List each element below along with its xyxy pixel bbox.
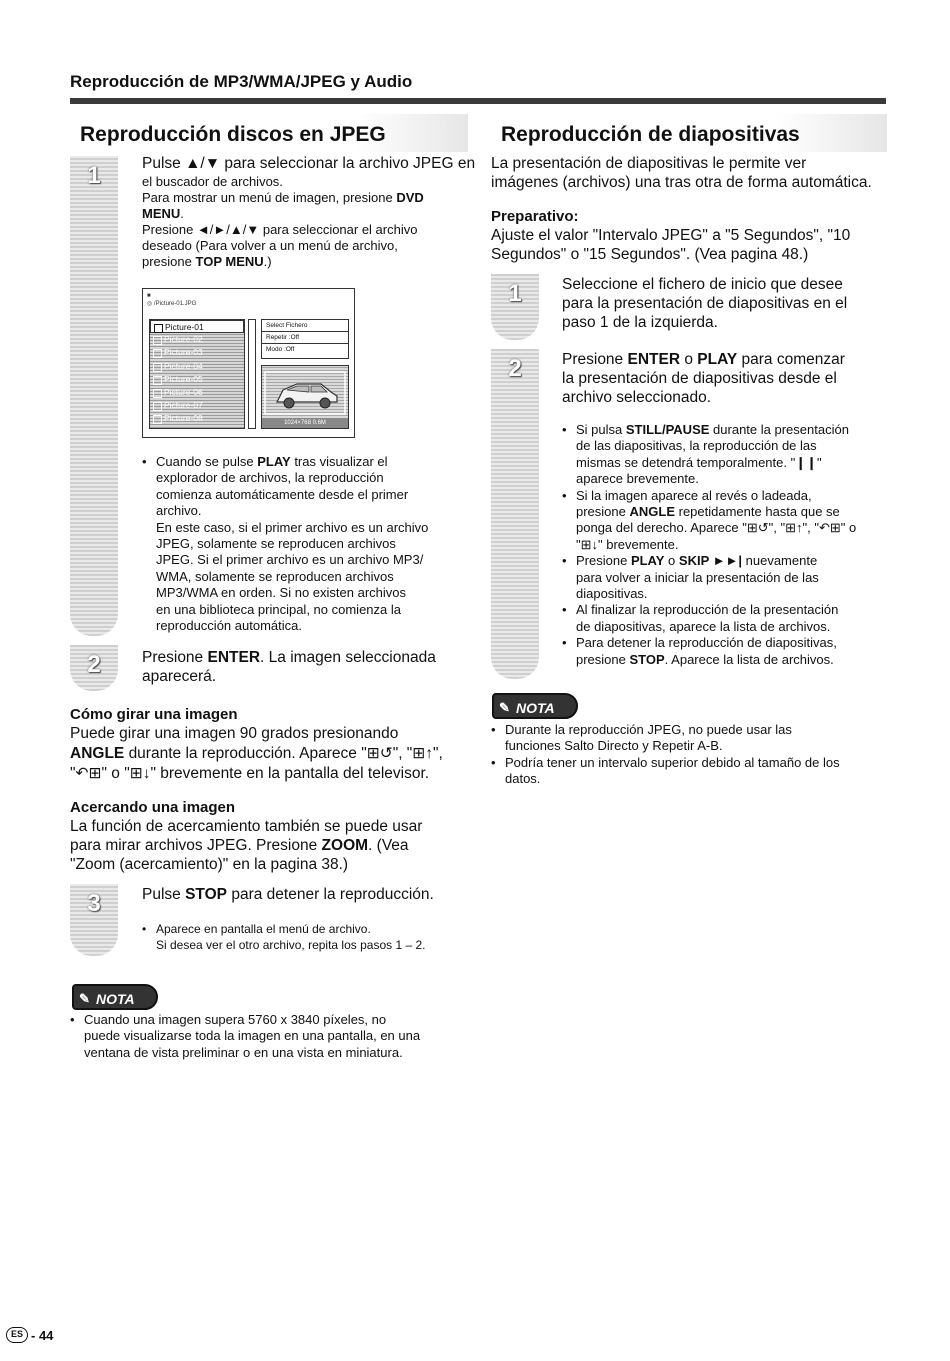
rotate-line1: Puede girar una imagen 90 grados presionando <box>70 725 399 742</box>
left-section-title: Reproducción discos en JPEG <box>70 114 468 152</box>
zoom-zoom: ZOOM <box>321 837 369 854</box>
rb2-line1: • Si la imagen aparece al revés o ladeada, <box>576 487 812 503</box>
bullet1-play: PLAY <box>257 454 291 469</box>
right-nota-b2-line2: datos. <box>505 771 541 787</box>
file-item: Picture-07 <box>150 399 244 412</box>
left-nota-bullet <box>70 1012 470 1061</box>
bullet1-line9: MP3/WMA en orden. Si no existen archivos <box>156 585 407 601</box>
prep-line2: Segundos" o "15 Segundos". (Vea pagina 48.) <box>491 246 809 263</box>
rb2-a: presione <box>576 504 626 520</box>
left-nota-line1: • Cuando una imagen supera 5760 x 3840 píxeles, no <box>84 1012 387 1027</box>
step1-line5: Presione ◄/►/▲/▼ para seleccionar el archivo <box>142 222 418 237</box>
bullet1-line1 <box>156 454 472 470</box>
file-list-scrollbar <box>248 319 256 429</box>
rb4-line2: de diapositivas, aparece la lista de archivos. <box>576 618 831 634</box>
screen-path-icon: ■ <box>147 293 151 299</box>
file-item: Picture-01 <box>150 320 244 333</box>
zoom-line2 <box>70 836 409 855</box>
step1-line3-text: Para mostrar un menú de imagen, presione <box>142 190 393 205</box>
right-nota-bullet <box>491 722 891 755</box>
zoom-line3: "Zoom (acercamiento)" en la pagina 38.) <box>70 856 349 873</box>
file-item: Picture-04 <box>150 360 244 373</box>
right-step2-a: Presione <box>562 351 624 368</box>
file-item: Picture-02 <box>150 333 244 346</box>
rb3-o: o <box>668 553 676 569</box>
left-step2-a: Presione <box>142 649 204 666</box>
left-nota-line3: ventana de vista preliminar o en una vista en miniatura. <box>84 1044 403 1060</box>
file-item: Picture-03 <box>150 346 244 359</box>
right-step-1-band <box>491 274 539 340</box>
intro-line2: imágenes (archivos) una tras otra de forma automática. <box>491 174 872 191</box>
zoom-line2-end: . (Vea <box>368 837 409 854</box>
step1-line3 <box>142 190 424 206</box>
step1-line7 <box>142 254 272 270</box>
right-nota-label: NOTA <box>516 700 555 716</box>
thumbnail-label: 1024×768 0.6M <box>262 418 348 428</box>
right-step1-line3: paso 1 de la izquierda. <box>562 314 718 331</box>
rb1-a: Si pulsa <box>576 422 623 437</box>
right-step2-enter: ENTER <box>627 351 681 368</box>
bullet1-a: Cuando se pulse <box>156 454 254 469</box>
intro-line1: La presentación de diapositivas le permite ver <box>491 155 807 172</box>
rb5-stop: STOP <box>629 651 665 667</box>
step-3-number: 3 <box>87 890 101 917</box>
right-nota-bullets <box>491 722 891 788</box>
step-1-band <box>70 156 118 636</box>
file-item: Picture-06 <box>150 386 244 399</box>
right-nota-b1-line1: • Durante la reproducción JPEG, no puede usar las <box>505 722 792 737</box>
rb4-line1: • Al finalizar la reproducción de la presentación <box>576 602 839 618</box>
rb1-line3: mismas se detendrá temporalmente. "❙❙" <box>576 454 822 470</box>
rb1-line2: de las diapositivas, la reproducción de las <box>576 438 817 454</box>
right-step-2-number: 2 <box>508 355 522 382</box>
step1-line6: deseado (Para volver a un menú de archivo, <box>142 238 398 253</box>
rb2-line2 <box>576 504 888 520</box>
slideshow-bullet <box>562 635 888 668</box>
zoom-heading: Acercando una imagen <box>70 799 236 816</box>
rb3-line1 <box>576 553 888 569</box>
bullet1-c: tras visualizar el <box>294 454 388 469</box>
step3-line1 <box>142 885 434 904</box>
left-step2-enter: ENTER <box>207 649 261 666</box>
section-header: Reproducción de MP3/WMA/JPEG y Audio <box>70 72 413 91</box>
step3-bullet-line1: • Aparece en pantalla el menú de archivo. <box>156 922 371 936</box>
rb3-e: nuevamente <box>745 553 818 569</box>
bullet1-line3: comienza automáticamente desde el primer <box>156 486 409 502</box>
step1-line4 <box>142 206 184 222</box>
right-step2-line3: archivo seleccionado. <box>562 389 712 406</box>
right-nota-bullet <box>491 755 891 788</box>
rb2-line3: ponga del derecho. Aparece "⊞↺", "⊞↑", "↶⊞" o <box>576 520 857 536</box>
step1-line1 <box>142 154 475 173</box>
bullet1-line4: archivo. <box>156 503 202 519</box>
rb1-line4: aparece brevemente. <box>576 471 699 487</box>
step1-line7-text: presione <box>142 254 192 269</box>
slideshow-bullet <box>562 553 888 602</box>
step1-dvd: DVD <box>396 190 424 205</box>
car-thumbnail-icon <box>263 368 347 418</box>
slideshow-bullet <box>562 422 888 488</box>
right-step2-o: o <box>684 351 693 368</box>
step1-bullet <box>142 454 472 634</box>
right-nota-b1-line2: funciones Salto Directo y Repetir A-B. <box>505 738 723 754</box>
bullet1-line7: JPEG. Si el primer archivo es un archivo MP3/ <box>156 552 424 568</box>
step1-menu: MENU <box>142 206 181 221</box>
step-1-number: 1 <box>87 162 101 189</box>
menu-item: Modo :Off <box>266 346 295 354</box>
zoom-line1: La función de acercamiento también se puede usar <box>70 818 423 835</box>
rotate-line2-text: durante la reproducción. Aparece "⊞↺", "⊞↑", <box>128 745 443 762</box>
step-2-band <box>70 645 118 691</box>
rb3-a: Presione <box>576 553 628 569</box>
left-step2-line1 <box>142 648 436 667</box>
left-step2-line2: aparecerá. <box>142 668 217 685</box>
rb5-line1: • Para detener la reproducción de diapositivas, <box>576 635 837 651</box>
rb3-play: PLAY <box>630 553 665 569</box>
step1-topmenu: TOP MENU <box>195 254 264 269</box>
rotate-line2 <box>70 744 443 763</box>
rb5-a: presione <box>576 651 626 667</box>
rb2-line4: "⊞↓" brevemente. <box>576 536 679 552</box>
rb2-angle: ANGLE <box>629 504 675 520</box>
rb5-line2 <box>576 652 888 668</box>
step1-line4-end: . <box>180 206 184 221</box>
rb3-line3: diapositivas. <box>576 586 648 602</box>
file-list <box>149 319 245 429</box>
left-nota-label: NOTA <box>96 991 135 1007</box>
right-step2-play: PLAY <box>697 351 738 368</box>
rb1-stillpause: STILL/PAUSE <box>625 422 710 437</box>
step-3-band <box>70 884 118 956</box>
page-number <box>6 1327 53 1343</box>
rb1-line1 <box>576 422 888 438</box>
right-step-1-number: 1 <box>508 280 522 307</box>
bullet1-line8: WMA, solamente se reproducen archivos <box>156 568 394 584</box>
step3-bullet-line2: Si desea ver el otro archivo, repita los pasos 1 – 2. <box>156 938 426 953</box>
step3-a: Pulse <box>142 886 181 903</box>
bullet1-line6: JPEG, solamente se reproducen archivos <box>156 536 396 552</box>
left-nota-badge <box>72 984 158 1010</box>
file-browser-screenshot <box>142 288 355 438</box>
right-step-2-band <box>491 349 539 679</box>
step-3-bullets <box>142 921 472 954</box>
left-step2-c: . La imagen seleccionada <box>260 649 436 666</box>
menu-item: Select Fichero <box>262 320 348 332</box>
slideshow-bullet <box>562 488 888 554</box>
file-options-menu <box>261 319 349 359</box>
bullet1-line11: reproducción automática. <box>156 618 302 634</box>
step3-bullet <box>142 921 472 954</box>
rb1-c: durante la presentación <box>713 422 849 437</box>
right-nota-badge <box>492 693 578 719</box>
right-step1-line2: para la presentación de diapositivas en el <box>562 295 848 312</box>
preview-thumbnail <box>261 365 349 429</box>
slideshow-bullet <box>562 602 888 635</box>
rb3-skip: SKIP ►►| <box>678 553 742 569</box>
prep-heading: Preparativo: <box>491 208 579 225</box>
bullet1-line5: En este caso, si el primer archivo es un archivo <box>156 519 429 535</box>
step3-c: para detener la reproducción. <box>231 886 434 903</box>
step1-line1-text: Pulse ▲/▼ para seleccionar la archivo JPEG en <box>142 155 476 172</box>
rb3-line2: para volver a iniciar la presentación de las <box>576 569 819 585</box>
right-section-title: Reproducción de diapositivas <box>491 114 887 152</box>
step-1-bullets <box>142 454 472 634</box>
pencil-icon: ✎ <box>79 991 90 1006</box>
step3-stop: STOP <box>185 886 228 903</box>
zoom-line2-text: para mirar archivos JPEG. Presione <box>70 837 318 854</box>
right-step1-line1: Seleccione el fichero de inicio que desee <box>562 276 843 293</box>
menu-item: Repetir :Off <box>262 332 348 344</box>
language-badge: ES <box>6 1327 28 1343</box>
rotate-line3: "↶⊞" o "⊞↓" brevemente en la pantalla del televisor. <box>70 765 430 782</box>
screen-path-text: ◎ /Picture-01.JPG <box>147 301 197 307</box>
header-rule <box>70 98 886 104</box>
prep-line1: Ajuste el valor "Intervalo JPEG" a "5 Segundos", "10 <box>491 227 851 244</box>
bullet1-line10: en una biblioteca principal, no comienza la <box>156 601 401 617</box>
right-step-2-bullets <box>562 422 888 668</box>
step1-line2: el buscador de archivos. <box>142 174 283 189</box>
rb5-c: . Aparece la lista de archivos. <box>664 651 834 667</box>
step1-line7-end: .) <box>263 254 272 269</box>
right-step2-e: para comenzar <box>741 351 845 368</box>
file-item: Picture-05 <box>150 373 244 386</box>
rotate-heading: Cómo girar una imagen <box>70 706 238 723</box>
left-nota-line2: puede visualizarse toda la imagen en una pantalla, en una <box>84 1028 421 1044</box>
screen-path <box>147 292 196 308</box>
bullet1-line2: explorador de archivos, la reproducción <box>156 470 384 486</box>
rotate-angle: ANGLE <box>70 745 125 762</box>
right-step2-line2: la presentación de diapositivas desde el <box>562 370 837 387</box>
pencil-icon: ✎ <box>499 700 510 715</box>
rb2-c: repetidamente hasta que se <box>678 504 840 520</box>
page-number-text: - 44 <box>31 1327 54 1343</box>
step-2-number: 2 <box>87 651 101 678</box>
file-item: Picture-08 <box>150 412 244 425</box>
right-nota-b2-line1: • Podría tener un intervalo superior debido al tamaño de los <box>505 754 840 770</box>
left-nota-bullets <box>70 1012 470 1061</box>
right-step2-line1 <box>562 350 845 369</box>
